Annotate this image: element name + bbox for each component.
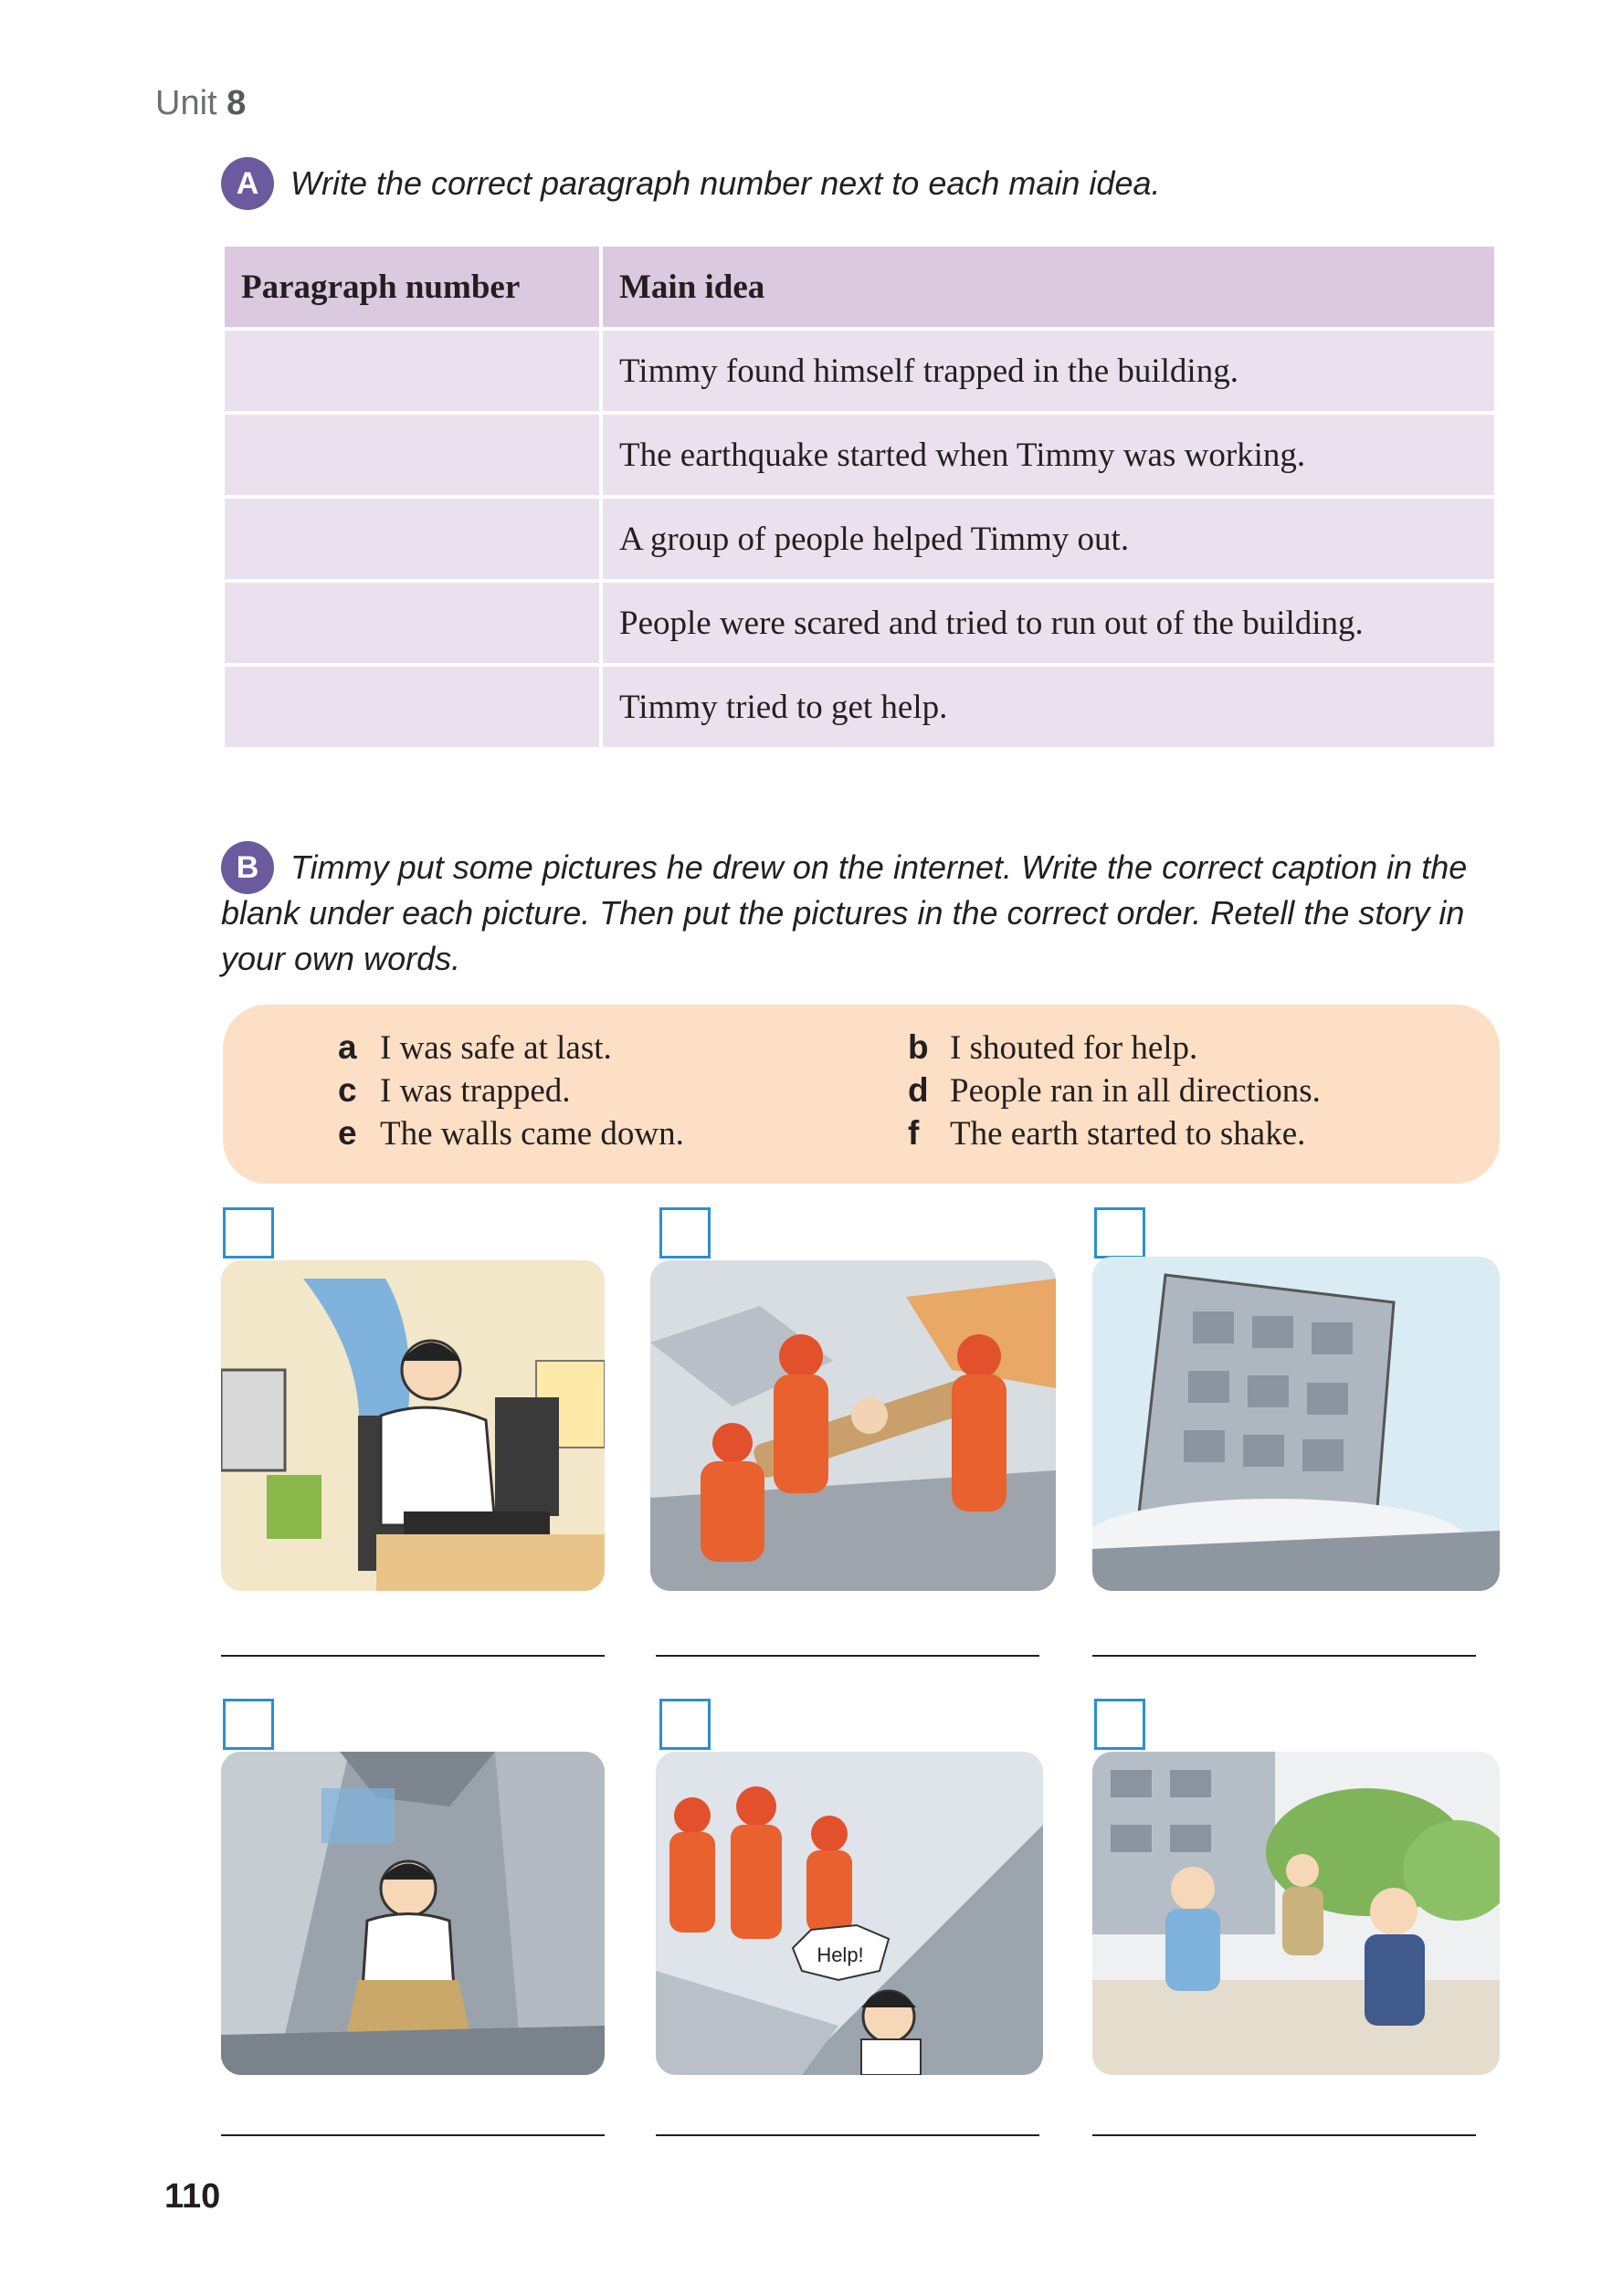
paragraph-number-cell[interactable] (223, 665, 601, 749)
collapsing-building-illustration (1092, 1257, 1500, 1591)
caption-option (338, 1028, 612, 1068)
caption-text: People ran in all directions. (950, 1072, 1321, 1110)
caption-letter: e (338, 1114, 357, 1152)
table-row (223, 413, 1496, 497)
order-checkbox[interactable] (223, 1207, 274, 1259)
caption-letter: c (338, 1071, 357, 1109)
people-running-from-building-illustration (1092, 1752, 1500, 2075)
header-main-idea: Main idea (601, 245, 1496, 329)
unit-number: 8 (227, 84, 247, 122)
main-idea-cell: A group of people helped Timmy out. (601, 497, 1496, 581)
main-idea-cell: Timmy tried to get help. (601, 665, 1496, 749)
caption-answer-line[interactable] (1092, 1655, 1476, 1657)
table-row (223, 665, 1496, 749)
paragraph-number-cell[interactable] (223, 581, 601, 665)
page-number: 110 (164, 2177, 221, 2216)
main-idea-cell: People were scared and tried to run out of the building. (601, 581, 1496, 665)
table-row (223, 497, 1496, 581)
section-a-instruction: Write the correct paragraph number next to each main idea. (290, 164, 1161, 202)
caption-option (338, 1114, 684, 1153)
section-a-badge: A (221, 157, 274, 210)
order-checkbox[interactable] (659, 1207, 711, 1259)
paragraph-number-cell[interactable] (223, 497, 601, 581)
order-checkbox[interactable] (223, 1699, 274, 1750)
caption-letter: f (908, 1114, 920, 1152)
order-checkbox[interactable] (1094, 1207, 1145, 1259)
section-b-instruction-line-1: Timmy put some pictures he drew on the internet. Write the correct caption in the (290, 848, 1468, 886)
paragraph-main-idea-table (221, 243, 1498, 751)
caption-text: The walls came down. (380, 1115, 684, 1153)
man-shouting-help-illustration (656, 1752, 1043, 2075)
caption-option (908, 1071, 1321, 1111)
table-row (223, 329, 1496, 413)
caption-text: I was safe at last. (380, 1029, 612, 1067)
caption-answer-line[interactable] (1092, 2134, 1476, 2136)
unit-label: Unit (155, 84, 217, 122)
caption-option (908, 1114, 1305, 1153)
section-b-instruction-line-2: blank under each picture. Then put the pictures in the correct order. Retell the story in (221, 894, 1465, 932)
caption-answer-line[interactable] (656, 2134, 1039, 2136)
main-idea-cell: The earthquake started when Timmy was working. (601, 413, 1496, 497)
caption-option (908, 1028, 1197, 1068)
caption-text: I shouted for help. (950, 1029, 1198, 1067)
header-paragraph-number: Paragraph number (223, 245, 601, 329)
caption-option (338, 1071, 571, 1111)
caption-letter: d (908, 1071, 929, 1109)
main-idea-cell: Timmy found himself trapped in the building. (601, 329, 1496, 413)
paragraph-number-cell[interactable] (223, 413, 601, 497)
firefighters-carrying-stretcher-illustration (650, 1260, 1056, 1591)
caption-letter: a (338, 1028, 357, 1066)
caption-answer-line[interactable] (656, 1655, 1039, 1657)
table-header-row (223, 245, 1496, 329)
order-checkbox[interactable] (1094, 1699, 1145, 1750)
paragraph-number-cell[interactable] (223, 329, 601, 413)
caption-answer-line[interactable] (221, 2134, 605, 2136)
section-b-badge: B (221, 841, 274, 894)
table-row (223, 581, 1496, 665)
caption-options-box (223, 1005, 1500, 1184)
unit-heading (155, 84, 246, 123)
section-b-instruction-line-3: your own words. (221, 940, 461, 977)
caption-text: The earth started to shake. (950, 1115, 1306, 1153)
caption-answer-line[interactable] (221, 1655, 605, 1657)
office-worker-at-desk-illustration (221, 1260, 605, 1591)
man-trapped-under-rubble-illustration (221, 1752, 605, 2075)
caption-letter: b (908, 1028, 929, 1066)
order-checkbox[interactable] (659, 1699, 711, 1750)
caption-text: I was trapped. (380, 1072, 571, 1110)
help-speech-text: Help! (817, 1943, 864, 1966)
